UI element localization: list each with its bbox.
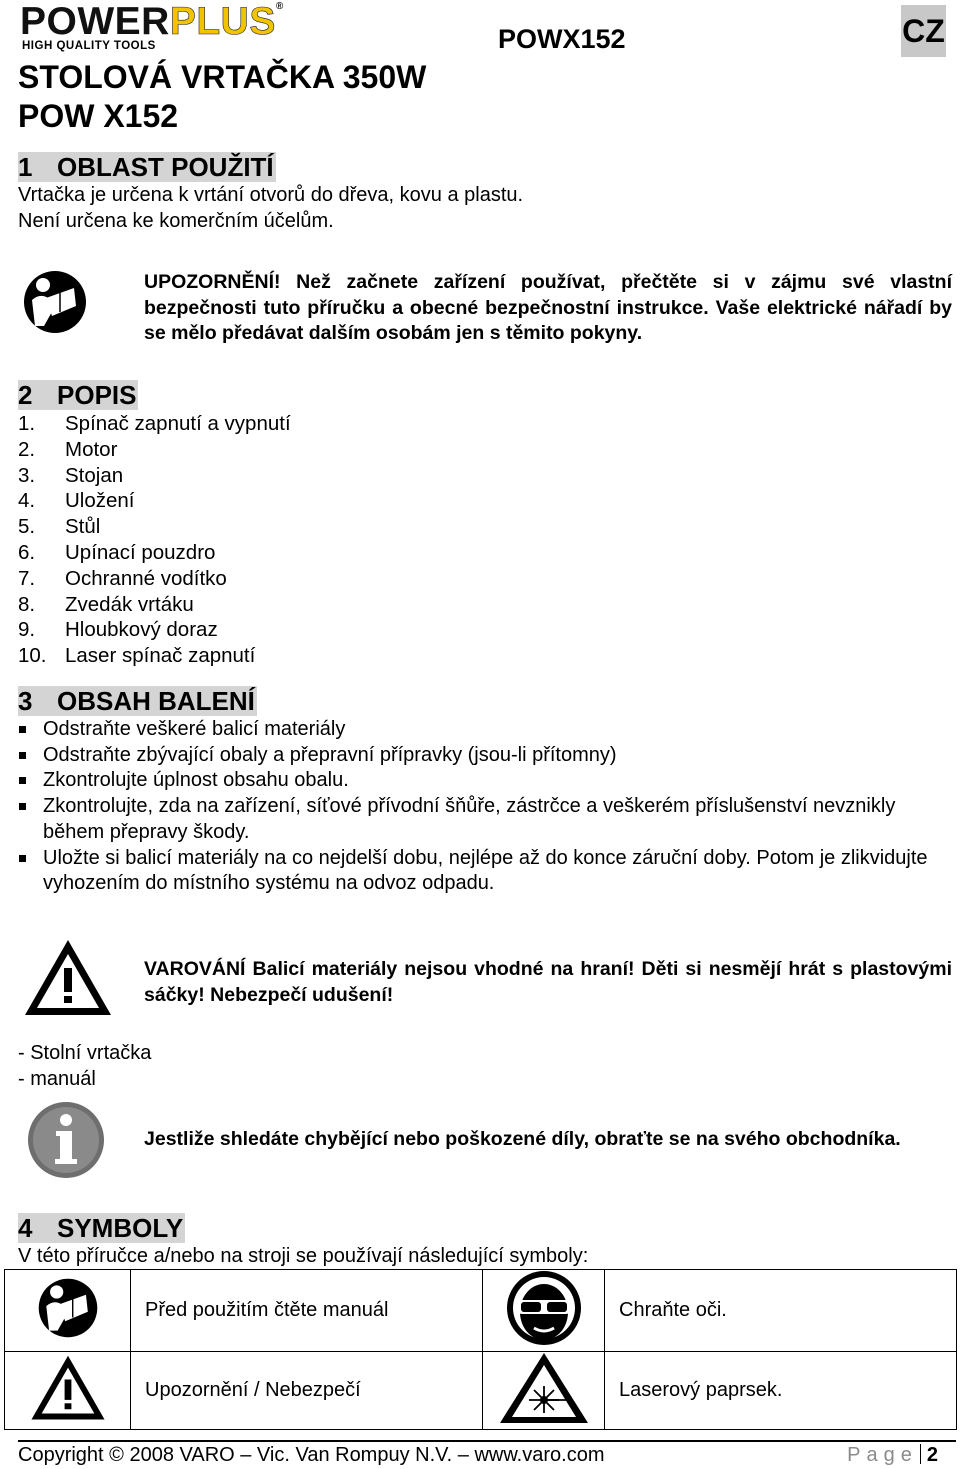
item-number: 4. <box>18 489 36 513</box>
contents-item-2: - manuál <box>18 1068 96 1090</box>
item-number: 9. <box>18 618 36 642</box>
page-separator <box>920 1444 921 1464</box>
symbol-text-cell: Laserový paprsek. <box>605 1352 957 1430</box>
section-3-number: 3 <box>18 686 57 716</box>
page-indicator <box>847 1441 938 1469</box>
list-item <box>18 463 291 489</box>
list-item <box>18 643 291 669</box>
section-4-title: SYMBOLY <box>57 1213 184 1243</box>
item-label: Zvedák vrtáku <box>65 592 194 616</box>
packaging-warning: VAROVÁNÍ Balicí materiály nejsou vhodné na hraní! Děti si nesmějí hrát s plastovými sáčky! Nebezpečí udušení! <box>144 958 952 1006</box>
list-item <box>18 540 291 566</box>
document-title <box>18 58 426 136</box>
language-badge: CZ <box>901 5 946 57</box>
title-line-1: STOLOVÁ VRTAČKA 350W <box>18 59 427 95</box>
symbol-icon-cell <box>5 1270 131 1352</box>
section-3-title: OBSAH BALENÍ <box>57 686 255 716</box>
warning-triangle-icon <box>29 1354 107 1422</box>
model-number: POWX152 <box>498 24 626 54</box>
list-item <box>18 617 291 643</box>
warning-triangle-icon <box>23 938 113 1018</box>
list-item <box>18 437 291 463</box>
section-2-heading <box>18 380 138 410</box>
bullet-item: Odstraňte zbývající obaly a přepravní přípravky (jsou-li přítomny) <box>18 743 948 769</box>
unpacking-list <box>18 717 948 897</box>
list-item <box>18 488 291 514</box>
item-label: Laser spínač zapnutí <box>65 644 256 668</box>
table-row <box>5 1352 957 1430</box>
symbol-text-cell: Před použitím čtěte manuál <box>131 1270 483 1352</box>
item-label: Hloubkový doraz <box>65 618 218 642</box>
list-item <box>18 514 291 540</box>
section-4-heading <box>18 1213 185 1243</box>
item-label: Ochranné vodítko <box>65 566 227 590</box>
item-number: 2. <box>18 437 36 461</box>
page-number: 2 <box>926 1444 938 1466</box>
powerplus-logo <box>20 0 296 52</box>
section-1-title: OBLAST POUŽITÍ <box>57 152 274 182</box>
logo-word-power: POWER <box>20 0 170 43</box>
eye-protection-icon <box>504 1270 584 1346</box>
item-label: Uložení <box>65 489 135 513</box>
symbol-icon-cell <box>5 1352 131 1430</box>
info-icon <box>26 1100 106 1180</box>
list-item <box>18 592 291 618</box>
section-1-number: 1 <box>18 152 57 182</box>
missing-parts-notice: Jestliže shledáte chybějící nebo poškozené díly, obraťte se na svého obchodníka. <box>144 1128 901 1150</box>
item-label: Motor <box>65 437 118 461</box>
section-1-line-1: Vrtačka je určena k vrtání otvorů do dřeva, kovu a plastu. <box>18 184 524 206</box>
bullet-item: Zkontrolujte, zda na zařízení, síťové přívodní šňůře, zástrčce a veškerém příslušenství nevznikly během přepravy škody. <box>18 794 948 845</box>
item-number: 7. <box>18 566 36 590</box>
read-manual-icon <box>34 1274 102 1342</box>
section-2-title: POPIS <box>57 380 137 410</box>
logo-tagline: HIGH QUALITY TOOLS <box>22 40 156 52</box>
page-label: Page <box>847 1444 918 1466</box>
bullet-item: Uložte si balicí materiály na co nejdelší dobu, nejlépe až do konce záruční doby. Potom je zlikvidujte vyhozením do místního systému na odvoz odpadu. <box>18 846 948 897</box>
copyright-text: Copyright © 2008 VARO – Vic. Van Rompuy N.V. – www.varo.com <box>18 1444 605 1466</box>
item-number: 8. <box>18 592 36 616</box>
safety-notice: UPOZORNĚNÍ! Než začnete zařízení používat, přečtěte si v zájmu své vlastní bezpečnosti tuto příručku a obecné bezpečnostní instrukce. Vaše elektrické nářadí by se mělo předávat dalším osobám jen s těmito pokyny. <box>144 271 952 345</box>
symbols-table <box>4 1269 957 1430</box>
symbol-text-cell: Upozornění / Nebezpečí <box>131 1352 483 1430</box>
logo-word-plus: PLUS <box>169 0 276 43</box>
item-number: 5. <box>18 515 36 539</box>
item-number: 10. <box>18 644 47 668</box>
item-label: Spínač zapnutí a vypnutí <box>65 412 291 435</box>
symbol-icon-cell <box>483 1270 605 1352</box>
bullet-item: Odstraňte veškeré balicí materiály <box>18 717 948 743</box>
symbols-intro: V této příručce a/nebo na stroji se používají následující symboly: <box>18 1245 589 1267</box>
read-manual-icon <box>22 266 88 338</box>
table-row <box>5 1270 957 1352</box>
section-1-heading <box>18 152 276 182</box>
parts-list <box>18 411 291 669</box>
laser-warning-icon <box>499 1352 589 1424</box>
list-item <box>18 411 291 437</box>
page-footer <box>18 1441 938 1469</box>
section-2-number: 2 <box>18 380 57 410</box>
section-1-line-2: Není určena ke komerčním účelům. <box>18 210 334 232</box>
symbol-text-cell: Chraňte oči. <box>605 1270 957 1352</box>
section-4-number: 4 <box>18 1213 57 1243</box>
item-number: 3. <box>18 463 36 487</box>
list-item <box>18 566 291 592</box>
contents-item-1: - Stolní vrtačka <box>18 1042 152 1064</box>
item-number: 1. <box>18 412 36 435</box>
bullet-item: Zkontrolujte úplnost obsahu obalu. <box>18 768 948 794</box>
section-3-heading <box>18 686 257 716</box>
item-number: 6. <box>18 540 36 564</box>
symbol-icon-cell <box>483 1352 605 1430</box>
title-line-2: POW X152 <box>18 98 179 134</box>
item-label: Upínací pouzdro <box>65 540 216 564</box>
logo-registered-mark: ® <box>275 1 284 12</box>
item-label: Stůl <box>65 515 101 539</box>
item-label: Stojan <box>65 463 124 487</box>
